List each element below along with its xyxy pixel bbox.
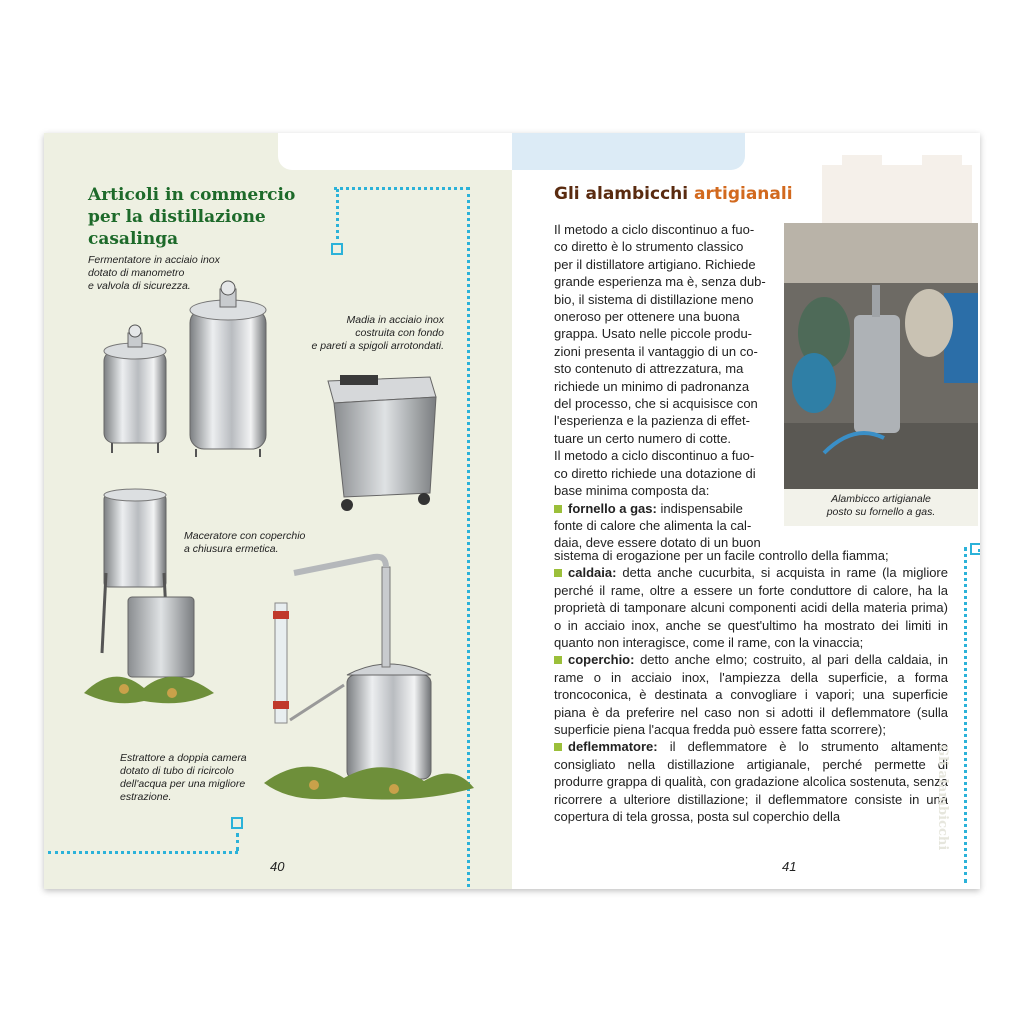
caption-maceratore: Maceratore con coperchio a chiusura ermetica. (184, 530, 306, 555)
bullet-icon (554, 569, 562, 577)
building-watermark (812, 155, 978, 223)
body-text-narrow: Il metodo a ciclo discontinuo a fuo- co diretto è lo strumento classico per il distillatore artigiano. Richiede grande esperienza ma è, senza dub- bio, il sistema di distillazione meno oneroso per ottenere una buona grappa. Usato nelle piccole produ- zioni presenta il vantaggio di un co- sto contenuto di attrezzatura, ma richiede un minimo di padronanza del processo, che si acquisisce con l'esperienza e la pazienza di effet- tuare un certo numero di cotte. Il metodo a ciclo discontinuo a fuo- co diretto richiede una dotazione di base minima composta da: fornello a gas: indispensabile fonte di calore che alimenta la cal- daia, deve essere dotato di un buon (554, 222, 766, 551)
title-accent: artigianali (694, 184, 793, 204)
bullet-icon (554, 505, 562, 513)
bullet-icon (554, 656, 562, 664)
photo-caption-box (784, 489, 978, 526)
title-line: Articoli in commercio (88, 185, 296, 205)
alambicco-photo-image (784, 223, 978, 489)
running-header-vertical: Gli alambicchi (935, 745, 950, 851)
title-main: Gli alambicchi (554, 184, 689, 204)
right-page-title (554, 184, 793, 204)
open-book-spread (44, 133, 980, 889)
madia-bin-image (328, 375, 436, 511)
estrattore-image (264, 557, 474, 800)
header-tab (512, 133, 745, 170)
maceratore-image (84, 489, 214, 703)
caption-madia: Madia in acciaio inox costruita con fondo e pareti a spigoli arrotondati. (311, 314, 444, 352)
caption-fermentatore: Fermentatore in acciaio inox dotato di manometro e valvola di sicurezza. (88, 254, 220, 292)
product-illustrations (44, 133, 512, 889)
caption-estrattore: Estrattore a doppia camera dotato di tubo di ricircolo dell'acqua per una migliore estrazione. (120, 752, 247, 803)
dotted-rule (964, 547, 967, 883)
left-page (44, 133, 512, 889)
photo-caption: Alambicco artigianale posto su fornello a gas. (826, 493, 936, 518)
dotted-rule (978, 549, 980, 552)
right-page (512, 133, 980, 889)
page-number-right: 41 (782, 859, 797, 874)
body-text-wide: sistema di erogazione per un facile controllo della fiamma; caldaia: detta anche cucurbita, si acquista in rame (la migliore perché il rame, oltre a essere un forte conduttore di calore, ha la proprietà di tamponare alcuni componenti acidi della materia prima) o in acciaio inox, anche se quest'ultimo ha mostrato dei limiti in quanto non interagisce, come il rame, con la vinaccia; coperchio: detto anche elmo; costruito, al pari della caldaia, in rame o in acciaio inox, l'ampiezza della superficie, a forma troncoconica, è destinata a convogliare i vapori; una superficie piana è da preferire nel caso non si adotti il deflemmatore (sulla superficie piena l'acqua fredda può essere fatta scorrere); deflemmatore: il deflemmatore è lo strumento altamente consigliato nella distillazione artigianale, perché permette di produrre grappa di qualità, con gradazione alcolica sostenuta, senza ricorrere a ulteriore distillazione; il deflemmatore consiste in una copertura di tela grossa, posta sul coperchio della (554, 548, 948, 825)
title-line: per la distillazione (88, 207, 266, 227)
page-number-left: 40 (270, 859, 285, 874)
alambicco-photo (784, 223, 978, 489)
title-line: casalinga (88, 229, 179, 249)
bullet-icon (554, 743, 562, 751)
fermentatore-small-image (104, 325, 166, 453)
fermentatore-large-image (190, 281, 266, 457)
